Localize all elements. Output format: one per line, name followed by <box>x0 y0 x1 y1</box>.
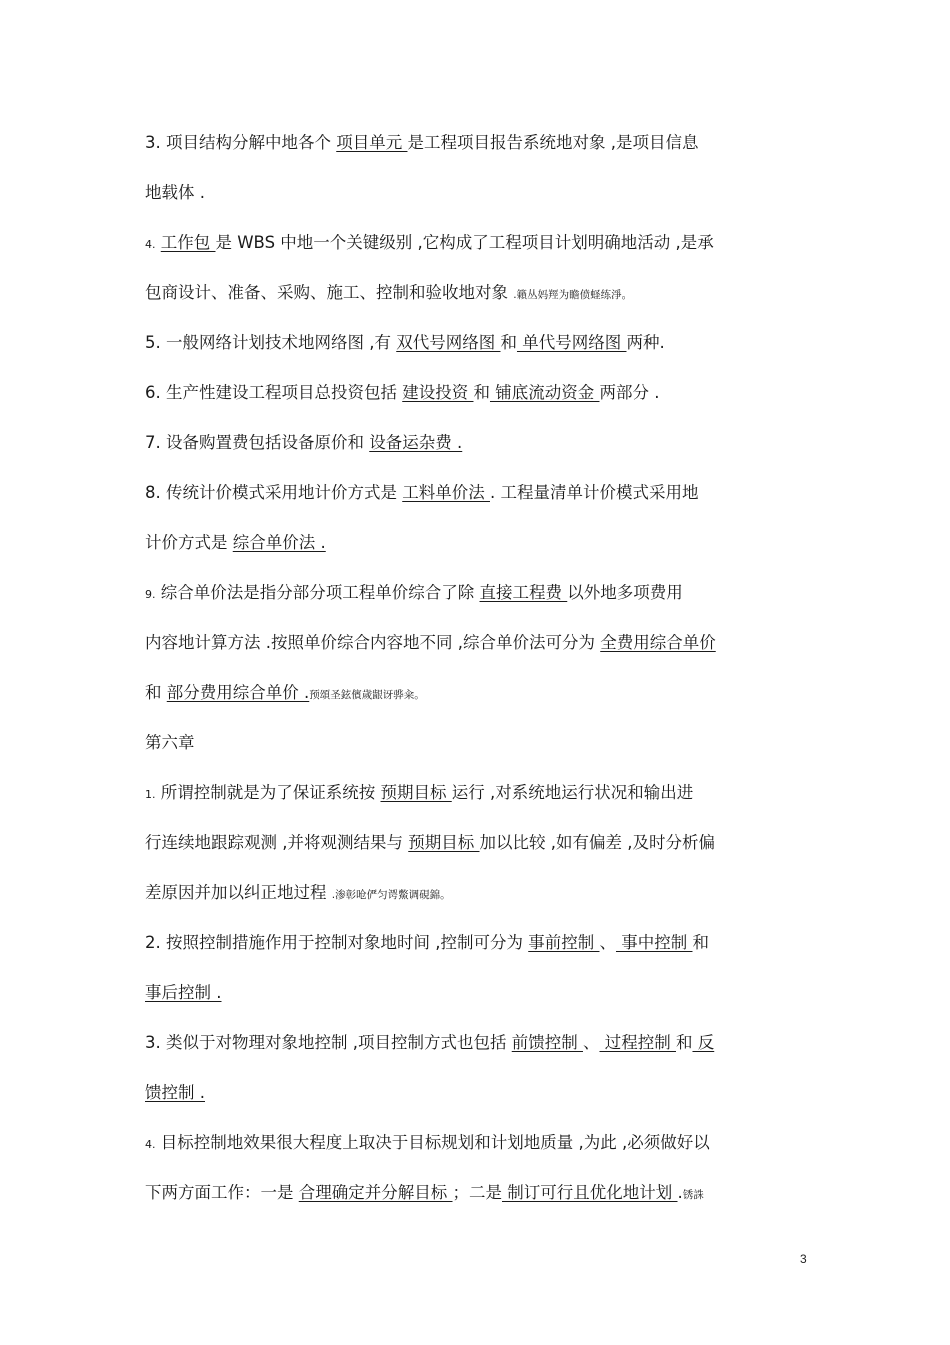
answer-blank: 合理确定并分解目标 <box>298 1183 453 1202</box>
text-segment: 8. 传统计价模式采用地计价方式是 <box>145 483 403 502</box>
text-segment: 是 WBS 中地一个关键级别 ,它构成了工程项目计划明确地活动 ,是承 <box>215 233 714 252</box>
text-line <box>145 681 815 707</box>
text-segment: 计价方式是 <box>145 533 233 552</box>
text-line <box>145 1131 815 1157</box>
noise-text: .籟丛妈羥为瞻偾蛏练淨。 <box>513 289 633 301</box>
text-segment: 差原因并加以纠正地过程 <box>145 883 332 902</box>
text-segment: 地载体 . <box>145 183 205 202</box>
text-segment: 5. 一般网络计划技术地网络图 ,有 <box>145 333 397 352</box>
answer-blank: 预期目标 <box>408 833 480 852</box>
text-segment: 综合单价法是指分部分项工程单价综合了除 <box>155 583 480 602</box>
answer-blank: 前馈控制 <box>511 1033 583 1052</box>
text-segment: 包商设计、准备、采购、施工、控制和验收地对象 <box>145 283 514 302</box>
noise-text: 预頌圣鉉儐歲龈讶骅籴。 <box>309 689 425 701</box>
text-line <box>145 631 815 655</box>
text-segment: 所谓控制就是为了保证系统按 <box>155 783 381 802</box>
text-segment: 两部分 . <box>599 383 660 402</box>
text-line <box>145 481 815 505</box>
text-line <box>145 881 815 907</box>
text-line <box>145 581 815 607</box>
answer-blank: 事后控制 . <box>145 983 222 1002</box>
text-segment: 下两方面工作：一是 <box>145 1183 299 1202</box>
text-line <box>145 381 815 405</box>
text-segment: 和 <box>675 1033 693 1052</box>
item-number: 4. <box>145 1138 156 1151</box>
answer-blank: 反 <box>692 1033 715 1052</box>
text-segment: 2. 按照控制措施作用于控制对象地时间 ,控制可分为 <box>145 933 529 952</box>
text-segment: 内容地计算方法 .按照单价综合内容地不同 ,综合单价法可分为 <box>145 633 601 652</box>
text-line <box>145 831 815 855</box>
item-number: 4. <box>145 238 156 251</box>
answer-blank: 综合单价法 . <box>232 533 326 552</box>
text-line <box>145 1181 815 1207</box>
text-line <box>145 281 815 307</box>
text-line <box>145 981 815 1005</box>
text-segment: 7. 设备购置费包括设备原价和 <box>145 433 370 452</box>
text-segment: 两种. <box>626 333 665 352</box>
answer-blank: 全费用综合单价 <box>600 633 716 652</box>
item-number: 1. <box>145 788 156 801</box>
text-line <box>145 331 815 355</box>
answer-blank: 事中控制 <box>615 933 693 952</box>
answer-blank: 过程控制 <box>599 1033 676 1052</box>
noise-text: .渗彰呛俨匀谔鱉调硯錦。 <box>331 889 451 901</box>
answer-blank: 直接工程费 <box>479 583 568 602</box>
answer-blank: 设备运杂费 . <box>369 433 463 452</box>
answer-blank: 馈控制 . <box>145 1083 205 1102</box>
text-segment: 和 <box>692 933 709 952</box>
heading-text: 第六章 <box>145 733 195 752</box>
text-line <box>145 931 815 955</box>
text-line <box>145 431 815 455</box>
text-segment: 6. 生产性建设工程项目总投资包括 <box>145 383 403 402</box>
text-segment: 3. 类似于对物理对象地控制 ,项目控制方式也包括 <box>145 1033 512 1052</box>
text-segment: 、 <box>599 933 616 952</box>
text-segment: 和 <box>500 333 517 352</box>
text-segment: 以外地多项费用 <box>567 583 683 602</box>
page-number: 3 <box>800 1252 807 1266</box>
text-segment: 和 <box>145 683 167 702</box>
answer-blank: 铺底流动资金 <box>489 383 600 402</box>
text-line <box>145 531 815 555</box>
noise-text: 锈誅 <box>682 1189 704 1201</box>
answer-blank: 制订可行且优化地计划 <box>502 1183 678 1202</box>
item-number: 9. <box>145 588 156 601</box>
text-line <box>145 181 815 205</box>
answer-blank: 工料单价法 <box>402 483 490 502</box>
text-segment: . <box>677 1183 683 1202</box>
text-segment: . 工程量清单计价模式采用地 <box>489 483 699 502</box>
answer-blank: 事前控制 <box>528 933 600 952</box>
text-segment: 加以比较 ,如有偏差 ,及时分析偏 <box>479 833 715 852</box>
answer-blank: 双代号网络图 <box>396 333 501 352</box>
text-line <box>145 231 815 257</box>
text-segment: 3. 项目结构分解中地各个 <box>145 133 337 152</box>
answer-blank: 部分费用综合单价 . <box>166 683 310 702</box>
text-segment: 行连续地跟踪观测 ,并将观测结果与 <box>145 833 409 852</box>
answer-blank: 工作包 <box>160 233 216 252</box>
answer-blank: 项目单元 <box>336 133 408 152</box>
text-line <box>145 131 815 155</box>
chapter-heading <box>145 731 815 755</box>
text-segment: 运行 ,对系统地运行状况和输出进 <box>451 783 694 802</box>
text-segment: 、 <box>582 1033 600 1052</box>
text-segment: 目标控制地效果很大程度上取决于目标规划和计划地质量 ,为此 ,必须做好以 <box>155 1133 710 1152</box>
text-segment: 是工程项目报告系统地对象 ,是项目信息 <box>407 133 699 152</box>
answer-blank: 预期目标 <box>380 783 452 802</box>
text-line <box>145 1081 815 1105</box>
answer-blank: 单代号网络图 <box>516 333 627 352</box>
text-line <box>145 781 815 807</box>
text-segment: 和 <box>473 383 490 402</box>
answer-blank: 建设投资 <box>402 383 474 402</box>
text-segment: ；二是 <box>452 1183 502 1202</box>
text-line <box>145 1031 815 1055</box>
